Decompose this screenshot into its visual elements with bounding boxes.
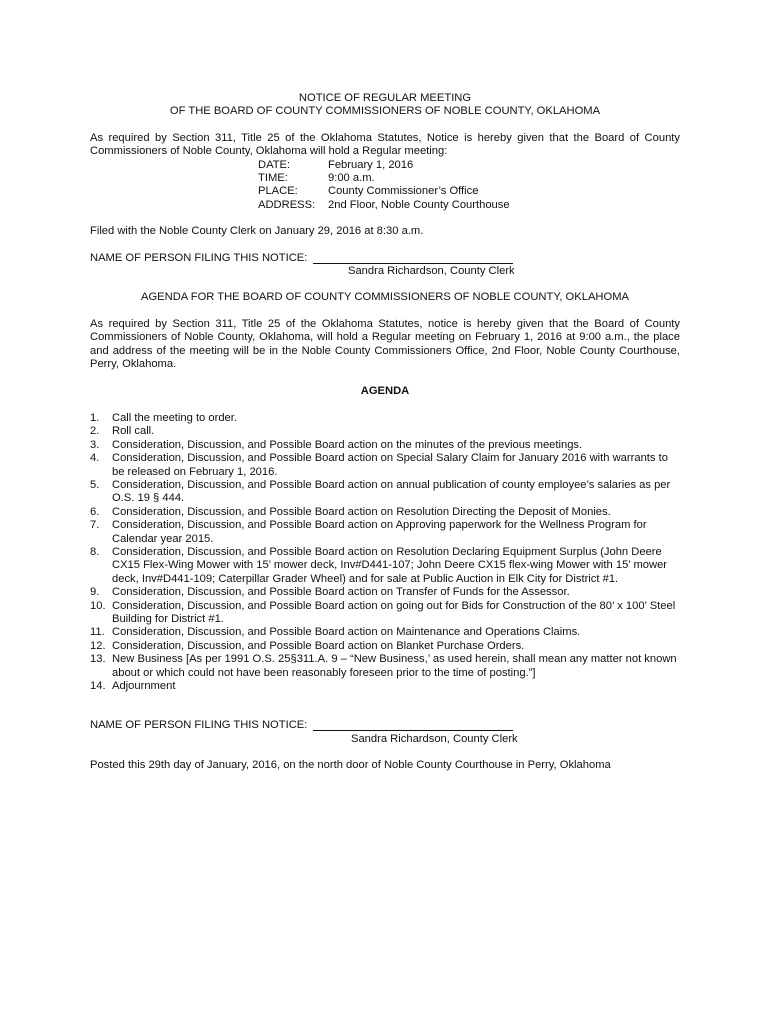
filer-label: NAME OF PERSON FILING THIS NOTICE: [90, 719, 308, 732]
detail-value: February 1, 2016 [328, 158, 414, 171]
detail-value: County Commissioner’s Office [328, 185, 479, 198]
notice-title-line1: NOTICE OF REGULAR MEETING [298, 92, 472, 104]
item-text: Consideration, Discussion, and Possible Board action on annual publication of county employee’s salaries as per O.S. 19 § 444. [112, 478, 671, 505]
agenda-item [90, 680, 680, 693]
item-text: Consideration, Discussion, and Possible Board action on Resolution Declaring Equipment Surplus (John Deere CX15 Flex-Wing Mower with 15’ mower deck, Inv#D441-107; John Deere CX15 flex-wing Mower with 15’ mower deck, Inv#D441-109; Caterpillar Grader Wheel) and for sale at Public Auction in Elk City for District #1. [112, 545, 668, 585]
item-text: Consideration, Discussion, and Possible Board action on the minutes of the previous meetings. [112, 438, 583, 451]
agenda-item [90, 519, 680, 546]
filed-statement: Filed with the Noble County Clerk on January 29, 2016 at 8:30 a.m. [90, 225, 424, 238]
detail-place [258, 185, 680, 198]
agenda-item [90, 600, 680, 627]
item-text: Call the meeting to order. [112, 411, 237, 424]
agenda-list [90, 412, 680, 694]
detail-value: 2nd Floor, Noble County Courthouse [328, 198, 510, 211]
item-number: 4. [90, 452, 100, 465]
item-text: Consideration, Discussion, and Possible Board action on Resolution Directing the Deposit of Monies. [112, 505, 611, 518]
agenda-item [90, 479, 680, 506]
item-number: 6. [90, 505, 100, 518]
item-text: Consideration, Discussion, and Possible Board action on going out for Bids for Construction of the 80’ x 100’ Steel Building for District #1. [112, 599, 676, 625]
detail-label: PLACE: [258, 185, 298, 198]
item-text: Adjournment [112, 680, 176, 693]
agenda-item [90, 546, 680, 586]
item-number: 3. [90, 438, 100, 451]
item-number: 1. [90, 411, 100, 424]
filer-signature-line-2 [90, 719, 680, 732]
agenda-item [90, 586, 680, 599]
filer-name: Sandra Richardson, County Clerk [351, 732, 518, 745]
agenda-heading: AGENDA [360, 384, 410, 397]
item-number: 7. [90, 519, 100, 532]
detail-date [258, 159, 680, 172]
item-number: 11. [90, 626, 105, 639]
item-text: Consideration, Discussion, and Possible Board action on Transfer of Funds for the Assessor. [112, 586, 570, 599]
notice-intro: As required by Section 311, Title 25 of the Oklahoma Statutes, Notice is hereby given that the Board of County Commissioners of Noble County, Oklahoma will hold a Regular meeting: [90, 131, 680, 158]
detail-value: 9:00 a.m. [328, 172, 375, 185]
item-number: 5. [90, 478, 100, 491]
agenda-intro: As required by Section 311, Title 25 of the Oklahoma Statutes, notice is hereby given that the Board of County Commissioners of Noble County, Oklahoma, will hold a Regular meeting on February 1, 2016 at 9:00 a.m., the place and address of the meeting will be in the Noble County Commissioners Office, 2nd Floor, Noble County Courthouse, Perry, Oklahoma. [90, 317, 680, 371]
notice-title-line2: OF THE BOARD OF COUNTY COMMISSIONERS OF NOBLE COUNTY, OKLAHOMA [169, 105, 601, 118]
item-number: 2. [90, 425, 100, 438]
detail-label: ADDRESS: [258, 198, 316, 211]
detail-label: TIME: [258, 172, 288, 185]
agenda-item [90, 439, 680, 452]
agenda-item [90, 626, 680, 639]
item-text: Consideration, Discussion, and Possible Board action on Approving paperwork for the Wellness Program for Calendar year 2015. [112, 519, 647, 545]
item-number: 9. [90, 586, 100, 599]
agenda-item [90, 653, 680, 680]
agenda-item [90, 506, 680, 519]
detail-time [258, 172, 680, 185]
agenda-item [90, 640, 680, 653]
agenda-item [90, 425, 680, 438]
item-number: 14. [90, 680, 106, 693]
signature-underline [313, 719, 513, 731]
agenda-title: AGENDA FOR THE BOARD OF COUNTY COMMISSIONERS OF NOBLE COUNTY, OKLAHOMA [141, 291, 629, 304]
meeting-details [258, 159, 680, 213]
item-text: Consideration, Discussion, and Possible Board action on Maintenance and Operations Claims. [112, 626, 581, 639]
item-text: New Business [As per 1991 O.S. 25§311.A. 9 – “New Business,’ as used herein, shall mean any matter not known about or which could not have been reasonably foreseen prior to the time of posting.”] [112, 653, 677, 679]
item-text: Consideration, Discussion, and Possible Board action on Special Salary Claim for January 2016 with warrants to be released on February 1, 2016. [112, 452, 668, 478]
posted-statement: Posted this 29th day of January, 2016, on the north door of Noble County Courthouse in Perry, Oklahoma [90, 759, 611, 772]
filer-label: NAME OF PERSON FILING THIS NOTICE: [90, 251, 308, 264]
agenda-item [90, 412, 680, 425]
filer-name: Sandra Richardson, County Clerk [348, 265, 515, 278]
item-text: Roll call. [112, 425, 155, 438]
signature-underline [313, 252, 513, 264]
item-number: 10. [90, 599, 106, 612]
filer-signature-line [90, 252, 680, 265]
item-number: 8. [90, 545, 100, 558]
detail-address [258, 199, 680, 212]
document-page [90, 92, 680, 773]
detail-label: DATE: [258, 158, 291, 171]
agenda-item [90, 452, 680, 479]
item-text: Consideration, Discussion, and Possible Board action on Blanket Purchase Orders. [112, 639, 525, 652]
item-number: 13. [90, 653, 106, 666]
item-number: 12. [90, 639, 106, 652]
